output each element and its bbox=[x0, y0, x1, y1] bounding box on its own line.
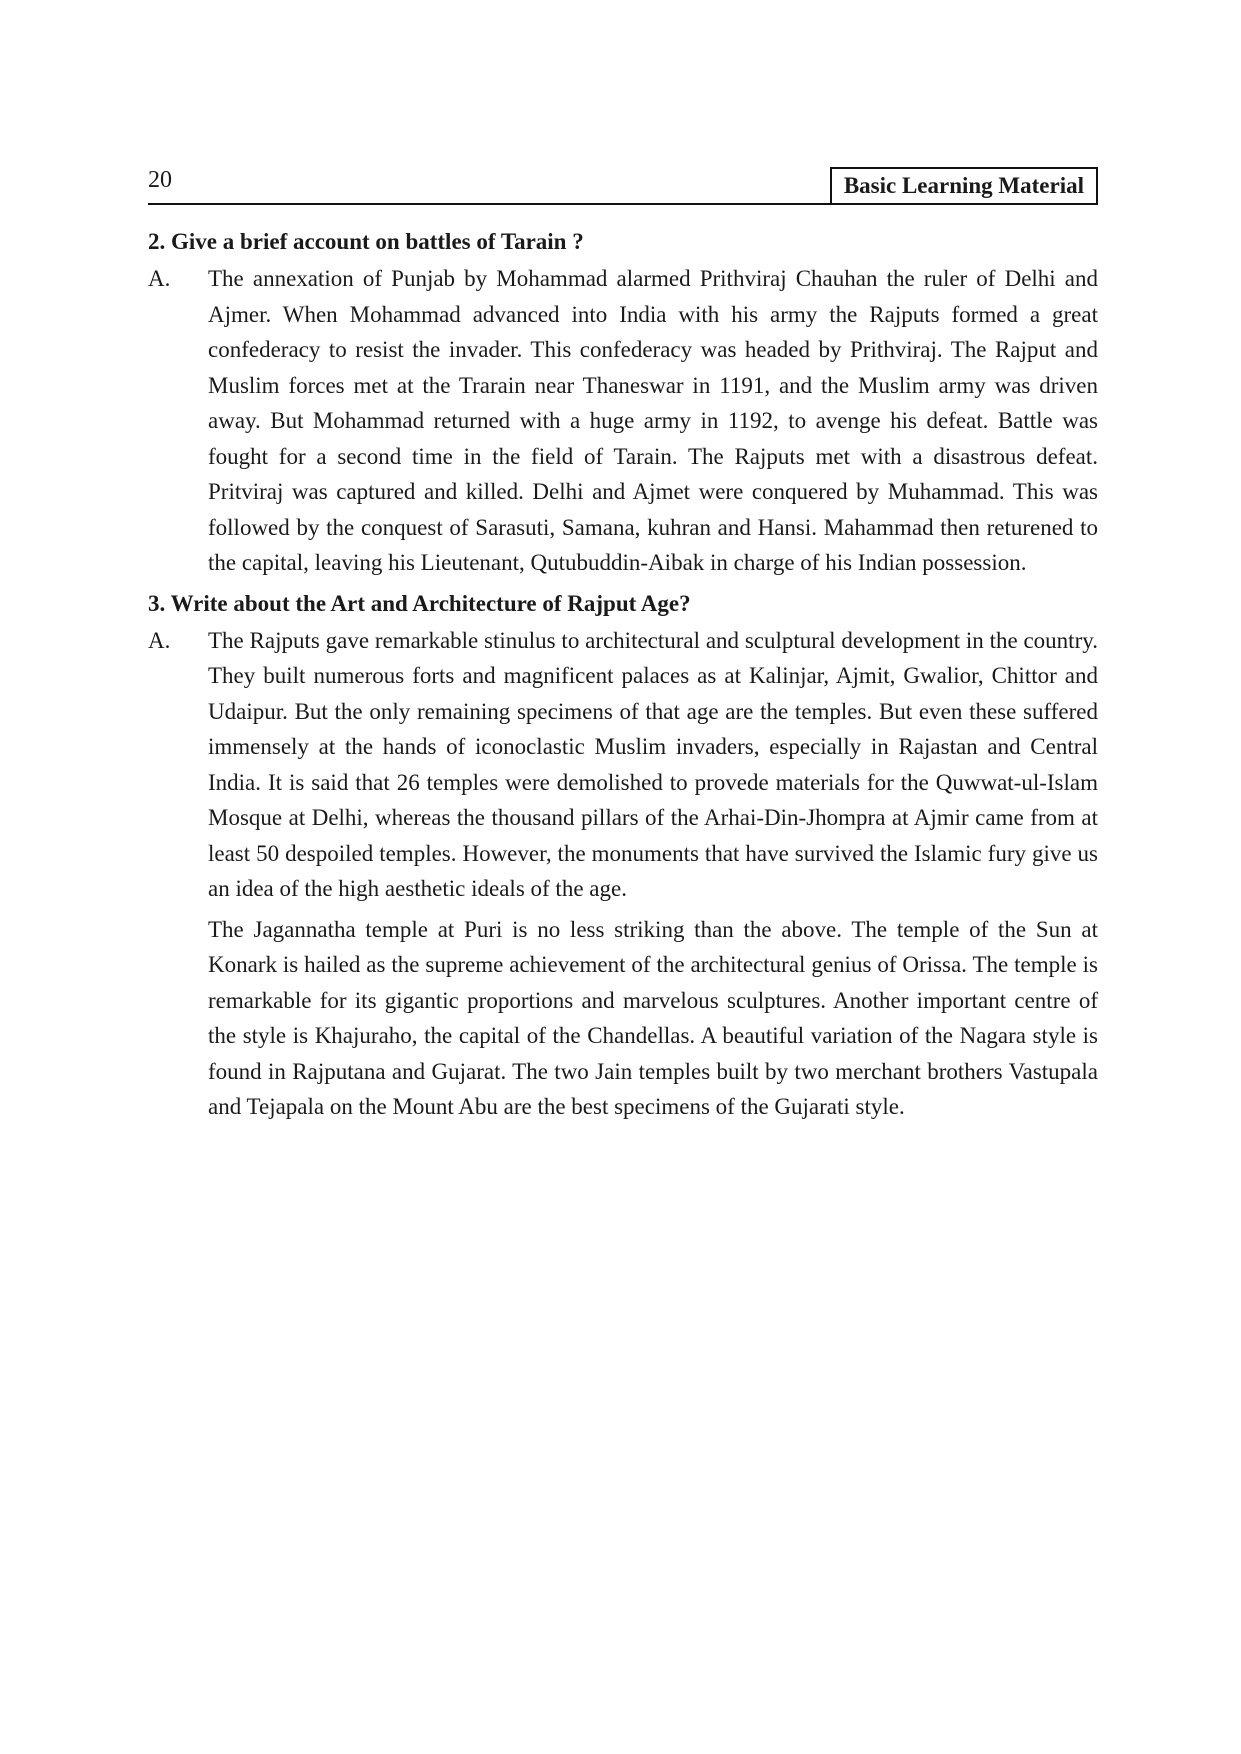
page-header bbox=[148, 163, 1098, 205]
answer-paragraph: The Rajputs gave remarkable stinulus to architectural and sculptural development in the country. They built numerous forts and magnificent palaces as at Kalinjar, Ajmit, Gwalior, Chittor and Udaipur. But the only remaining specimens of that age are the temples. But even these suffered immensely at the hands of iconoclastic Muslim invaders, especially in Rajastan and Central India. It is said that 26 temples were demolished to provede materials for the Quwwat-ul-Islam Mosque at Delhi, whereas the thousand pillars of the Arhai-Din-Jhompra at Ajmir came from at least 50 despoiled temples. However, the monuments that have survived the Islamic fury give us an idea of the high aesthetic ideals of the age. bbox=[208, 627, 1098, 901]
answer-paragraph: The annexation of Punjab by Mohammad alarmed Prithviraj Chauhan the ruler of Delhi and Ajmer. When Mohammad advanced into India with his army the Rajputs formed a great confederacy to resist the invader. This confederacy was headed by Prithviraj. The Rajput and Muslim forces met at the Trarain near Thaneswar in 1191, and the Muslim army was driven away. But Mohammad returned with a huge army in 1192, to avenge his defeat. Battle was fought for a second time in the field of Tarain. The Rajputs met with a disastrous defeat. Pritviraj was captured and killed. Delhi and Ajmet were conquered by Muhammad. This was followed by the conquest of Sarasuti, Samana, kuhran and Hansi. Mahammad then returened to the capital, leaving his Lieutenant, Qutubuddin-Aibak in charge of his Indian possession. bbox=[208, 266, 1098, 575]
answer-block bbox=[148, 623, 1098, 1125]
answer-block bbox=[148, 261, 1098, 581]
answer-marker: A. bbox=[148, 266, 171, 291]
answer-paragraph: The Jagannatha temple at Puri is no less striking than the above. The temple of the Sun at Konark is hailed as the supreme achievement of the architectural genius of Orissa. The temple is remarkable for its gigantic proportions and marvelous sculptures. Another important centre of the style is Khajuraho, the capital of the Chandellas. A beautiful variation of the Nagara style is found in Rajputana and Gujarat. The two Jain temples built by two merchant brothers Vastupala and Tejapala on the Mount Abu are the best specimens of the Gujarati style. bbox=[208, 916, 1098, 1119]
question-heading: 2. Give a brief account on battles of Tarain ? bbox=[148, 229, 584, 254]
answer-marker: A. bbox=[148, 627, 171, 653]
book-title-box: Basic Learning Material bbox=[830, 167, 1098, 203]
question-heading: 3. Write about the Art and Architecture of Rajput Age? bbox=[148, 590, 691, 616]
document-page bbox=[148, 163, 1098, 1125]
page-number: 20 bbox=[148, 167, 172, 193]
